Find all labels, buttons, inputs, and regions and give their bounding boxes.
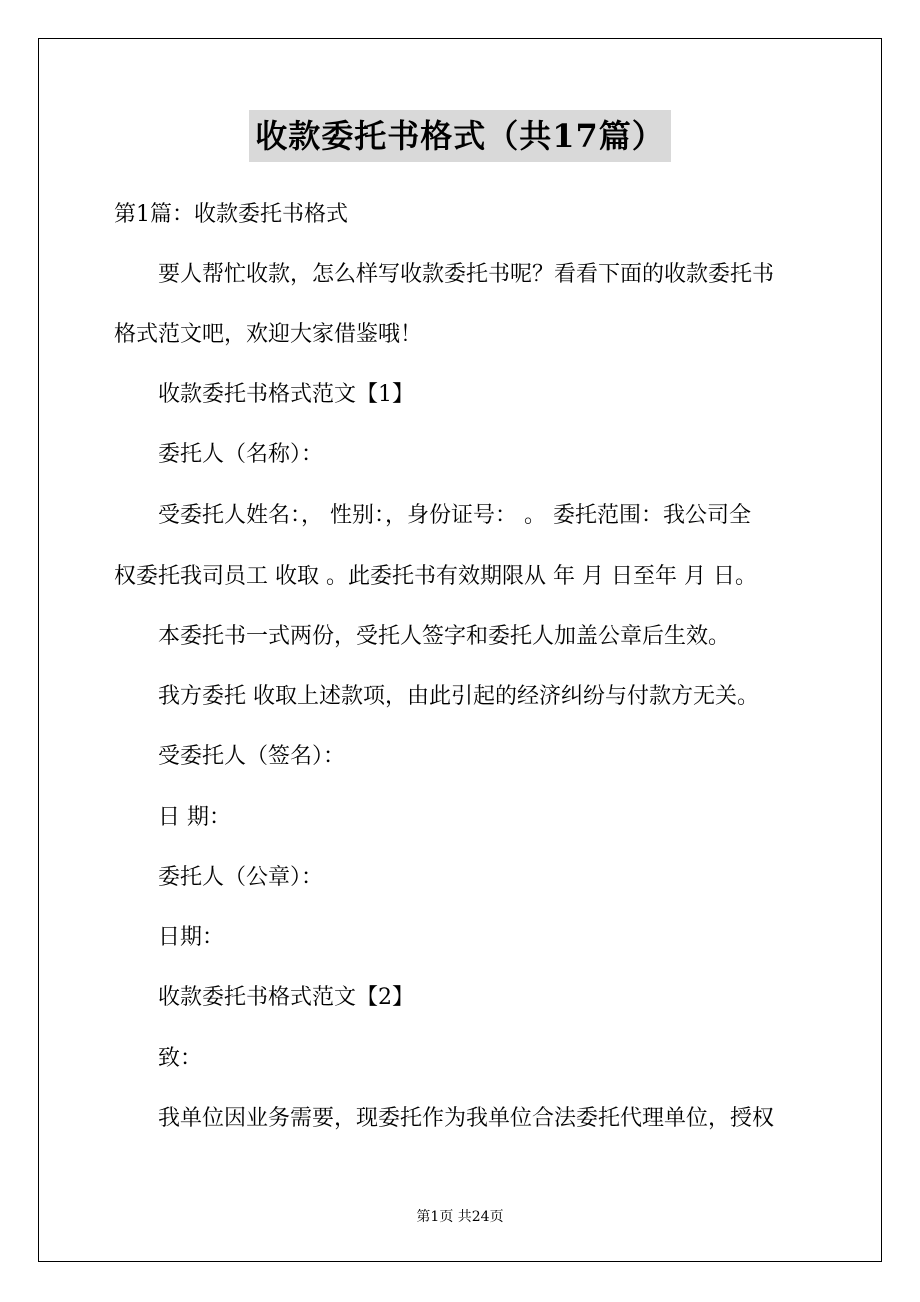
- paragraph-line: 我方委托 收取上述款项，由此引起的经济纠纷与付款方无关。: [158, 684, 759, 709]
- sample-heading: 收款委托书格式范文【2】: [158, 985, 414, 1010]
- paragraph-line: 本委托书一式两份，受托人签字和委托人加盖公章后生效。: [158, 624, 731, 649]
- paragraph-line: 格式范文吧，欢迎大家借鉴哦！: [114, 322, 423, 347]
- paragraph-line: 致：: [158, 1046, 203, 1071]
- paragraph-line: 日 期：: [158, 805, 231, 830]
- paragraph-line: 权委托我司员工 收取 。此委托书有效期限从 年 月 日至年 月 日。: [114, 564, 757, 589]
- title-container: [0, 110, 920, 162]
- paragraph-line: 委托人（名称）：: [158, 442, 324, 467]
- paragraph-line: 要人帮忙收款，怎么样写收款委托书呢？看看下面的收款委托书: [158, 262, 775, 287]
- paragraph-line: 委托人（公章）：: [158, 865, 324, 890]
- paragraph-line: 受委托人（签名）：: [158, 744, 346, 769]
- document-title: 收款委托书格式（共17篇）: [249, 110, 671, 162]
- page-footer: 第1页 共24页: [416, 1209, 504, 1225]
- sample-heading: 收款委托书格式范文【1】: [158, 382, 414, 407]
- paragraph-line: 我单位因业务需要，现委托作为我单位合法委托代理单位，授权: [158, 1106, 775, 1131]
- paragraph-line: 日期：: [158, 925, 225, 950]
- paragraph-line: 受委托人姓名：， 性别：，身份证号： 。 委托范围：我公司全: [158, 503, 751, 528]
- section-heading: 第1篇：收款委托书格式: [114, 202, 348, 227]
